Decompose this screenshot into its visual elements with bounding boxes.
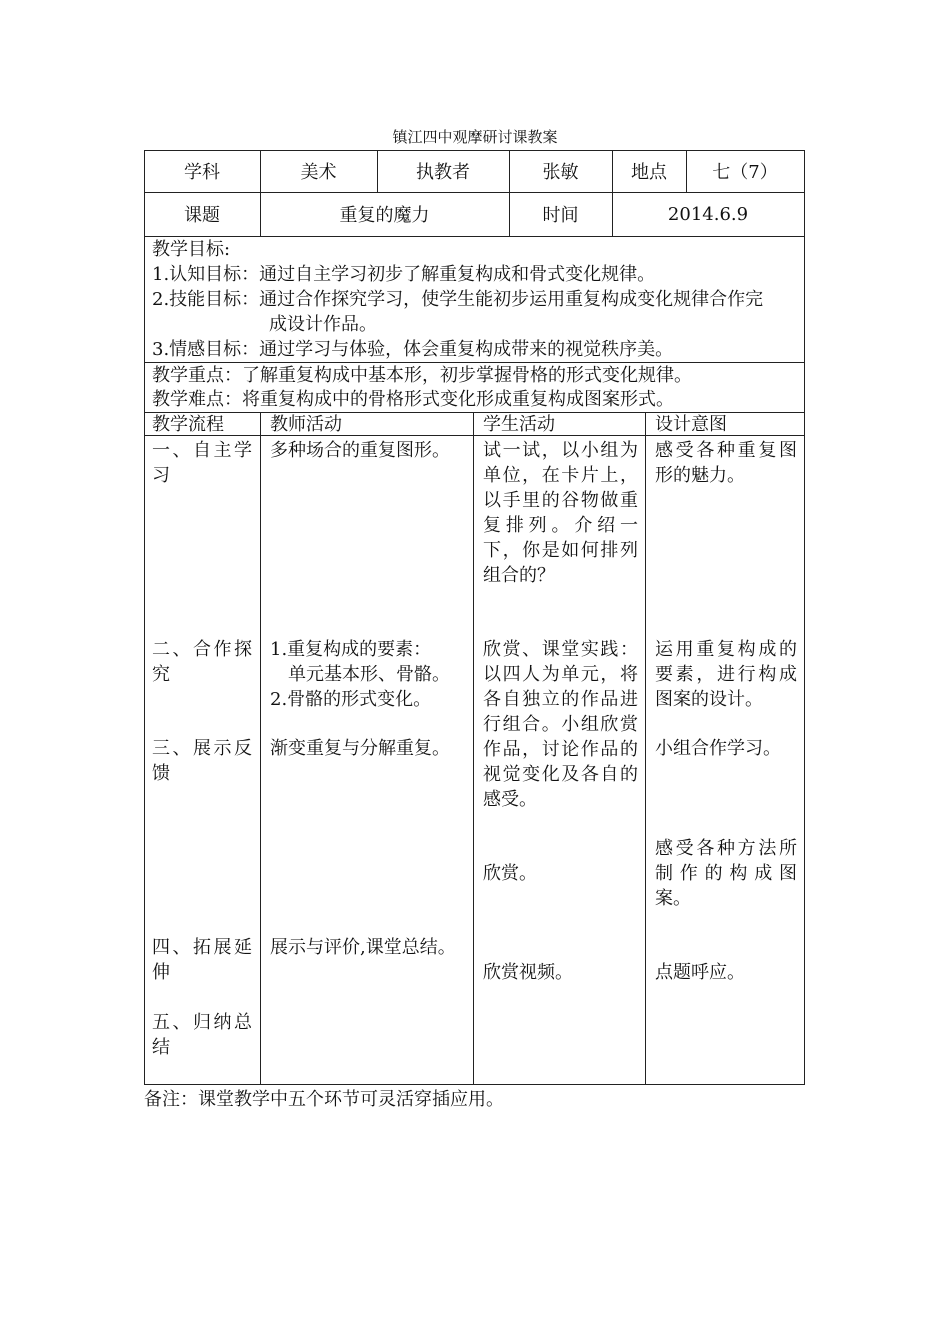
- objective-emotion: 3.情感目标：通过学习与体验，体会重复构成带来的视觉秩序美。: [152, 339, 674, 360]
- stage-extension: 四、拓展延伸: [152, 937, 252, 983]
- lesson-plan-table: [144, 150, 805, 1085]
- design-intent-3: 小组合作学习。: [655, 738, 781, 759]
- topic-value: 重复的魔力: [339, 205, 430, 226]
- col-divider: [473, 412, 474, 1085]
- teacher-activity-4: 展示与评价,课堂总结。: [270, 937, 456, 958]
- teacher-activity-3: 渐变重复与分解重复。: [270, 738, 450, 759]
- col-divider: [645, 412, 646, 1085]
- topic-label: 课题: [184, 205, 220, 226]
- design-intent-5: 点题呼应。: [655, 962, 745, 983]
- design-intent-4: 感受各种方法所制作的构成图案。: [655, 838, 797, 909]
- table-border-right: [804, 150, 805, 1085]
- student-activity-3: 欣赏。: [483, 863, 537, 884]
- student-activity-4: 欣赏视频。: [483, 962, 573, 983]
- stage-self-study: 一、自主学习: [152, 440, 252, 486]
- col-divider: [260, 412, 261, 1085]
- footnote: 备注：课堂教学中五个环节可灵活穿插应用。: [144, 1089, 504, 1110]
- objective-skill-line2: 成设计作品。: [269, 314, 377, 335]
- teacher-activity-2b: 单元基本形、骨骼。: [288, 664, 450, 685]
- header-teacher-activity: 教师活动: [270, 414, 342, 435]
- teacher-activity-2c: 2.骨骼的形式变化。: [270, 689, 432, 710]
- header-process: 教学流程: [152, 414, 224, 435]
- teaching-focus: 教学重点：了解重复构成中基本形，初步掌握骨格的形式变化规律。: [152, 365, 692, 386]
- design-intent-1: 感受各种重复图形的魅力。: [655, 440, 797, 486]
- page-title: 镇江四中观摩研讨课教案: [392, 128, 558, 146]
- teacher-label: 执教者: [416, 162, 470, 183]
- location-value: 七（7）: [712, 162, 778, 183]
- design-intent-2: 运用重复构成的要素，进行构成图案的设计。: [655, 639, 797, 710]
- teacher-value: 张敏: [542, 162, 579, 183]
- time-value: 2014.6.9: [667, 203, 749, 225]
- teacher-activity-1: 多种场合的重复图形。: [270, 440, 450, 461]
- teacher-activity-2a: 1.重复构成的要素：: [270, 639, 432, 660]
- location-label: 地点: [631, 162, 667, 183]
- table-border-left: [144, 150, 145, 1085]
- stage-summary: 五、归纳总结: [152, 1012, 252, 1058]
- subject-label: 学科: [184, 162, 220, 183]
- row-divider: [144, 236, 805, 237]
- header-student-activity: 学生活动: [483, 414, 555, 435]
- student-activity-2: 欣赏、课堂实践：以四人为单元，将各自独立的作品进行组合。小组欣赏作品，讨论作品的视觉变化及各自的感受。: [483, 639, 638, 810]
- header-design-intent: 设计意图: [655, 414, 727, 435]
- objective-skill-line1: 2.技能目标：通过合作探究学习，使学生能初步运用重复构成变化规律合作完: [152, 289, 764, 310]
- stage-presentation-feedback: 三、展示反馈: [152, 738, 252, 784]
- subject-value: 美术: [300, 162, 337, 183]
- stage-cooperative-inquiry: 二、合作探究: [152, 639, 252, 685]
- objective-cognitive: 1.认知目标：通过自主学习初步了解重复构成和骨式变化规律。: [152, 264, 656, 285]
- objectives-heading: 教学目标:: [152, 239, 231, 260]
- student-activity-1: 试一试，以小组为单位，在卡片上，以手里的谷物做重复排列。介绍一下，你是如何排列组合的？: [483, 440, 638, 586]
- teaching-difficulty: 教学难点：将重复构成中的骨格形式变化形成重复构成图案形式。: [152, 389, 674, 410]
- time-label: 时间: [542, 205, 579, 226]
- table-border-bottom: [144, 1084, 805, 1085]
